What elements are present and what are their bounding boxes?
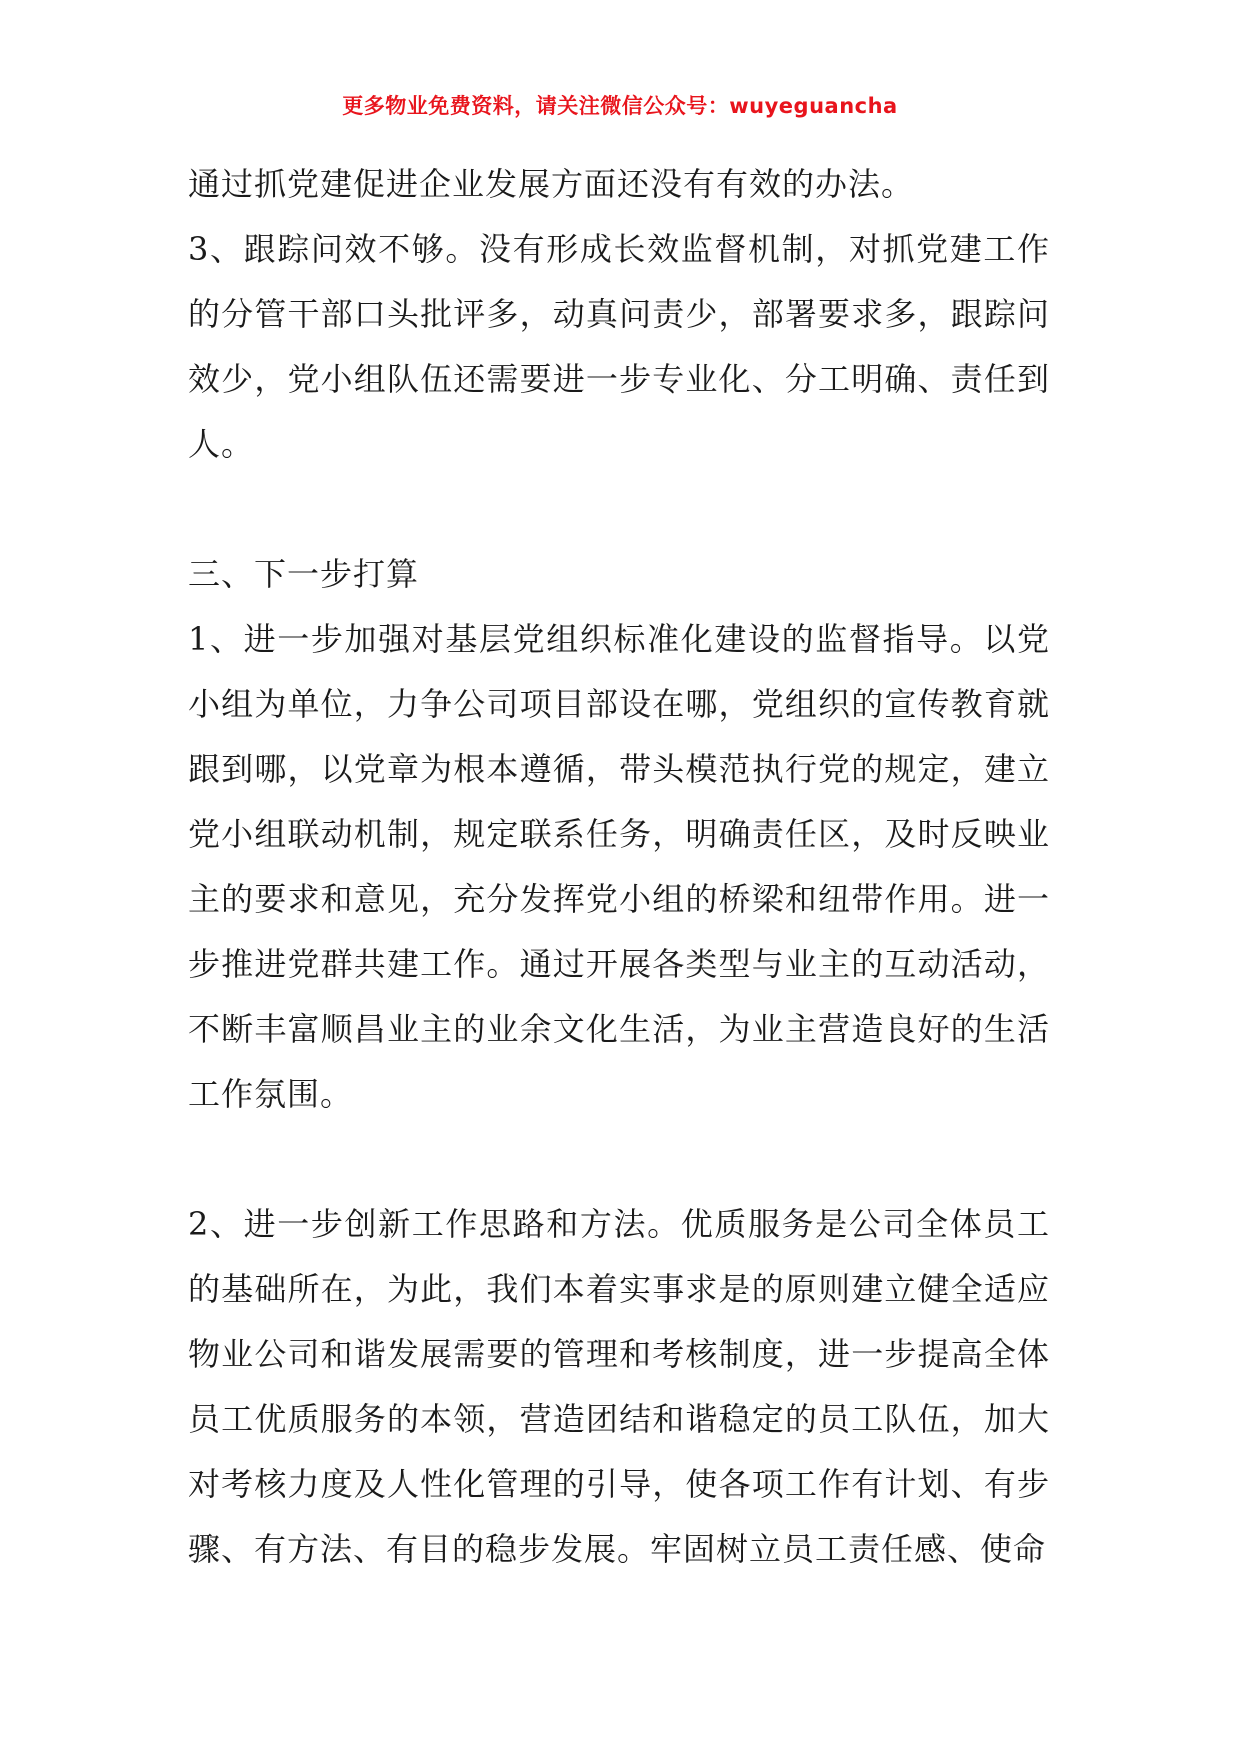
section-heading-next-steps: 三、下一步打算 [188, 555, 420, 593]
paragraph-item-3: 3、跟踪问效不够。没有形成长效监督机制，对抓党建工作的分管干部口头批评多，动真问责少，部署要求多，跟踪问效少，党小组队伍还需要进一步专业化、分工明确、责任到人。 [188, 230, 1050, 463]
paragraph-continuation: 通过抓党建促进企业发展方面还没有有效的办法。 [188, 165, 915, 203]
promo-header: 更多物业免费资料，请关注微信公众号：wuyeguancha [342, 94, 898, 118]
paragraph-plan-2: 2、进一步创新工作思路和方法。优质服务是公司全体员工的基础所在，为此，我们本着实事求是的原则建立健全适应物业公司和谐发展需要的管理和考核制度，进一步提高全体员工优质服务的本领，营造团结和谐稳定的员工队伍，加大对考核力度及人性化管理的引导，使各项工作有计划、有步骤、有方法、有目的稳步发展。牢固树立员工责任感、使命 [188, 1205, 1050, 1568]
document-body [188, 152, 1050, 1582]
paragraph-plan-1: 1、进一步加强对基层党组织标准化建设的监督指导。以党小组为单位，力争公司项目部设在哪，党组织的宣传教育就跟到哪，以党章为根本遵循，带头模范执行党的规定，建立党小组联动机制，规定联系任务，明确责任区，及时反映业主的要求和意见，充分发挥党小组的桥梁和纽带作用。进一步推进党群共建工作。通过开展各类型与业主的互动活动，不断丰富顺昌业主的业余文化生活，为业主营造良好的生活工作氛围。 [188, 620, 1050, 1113]
